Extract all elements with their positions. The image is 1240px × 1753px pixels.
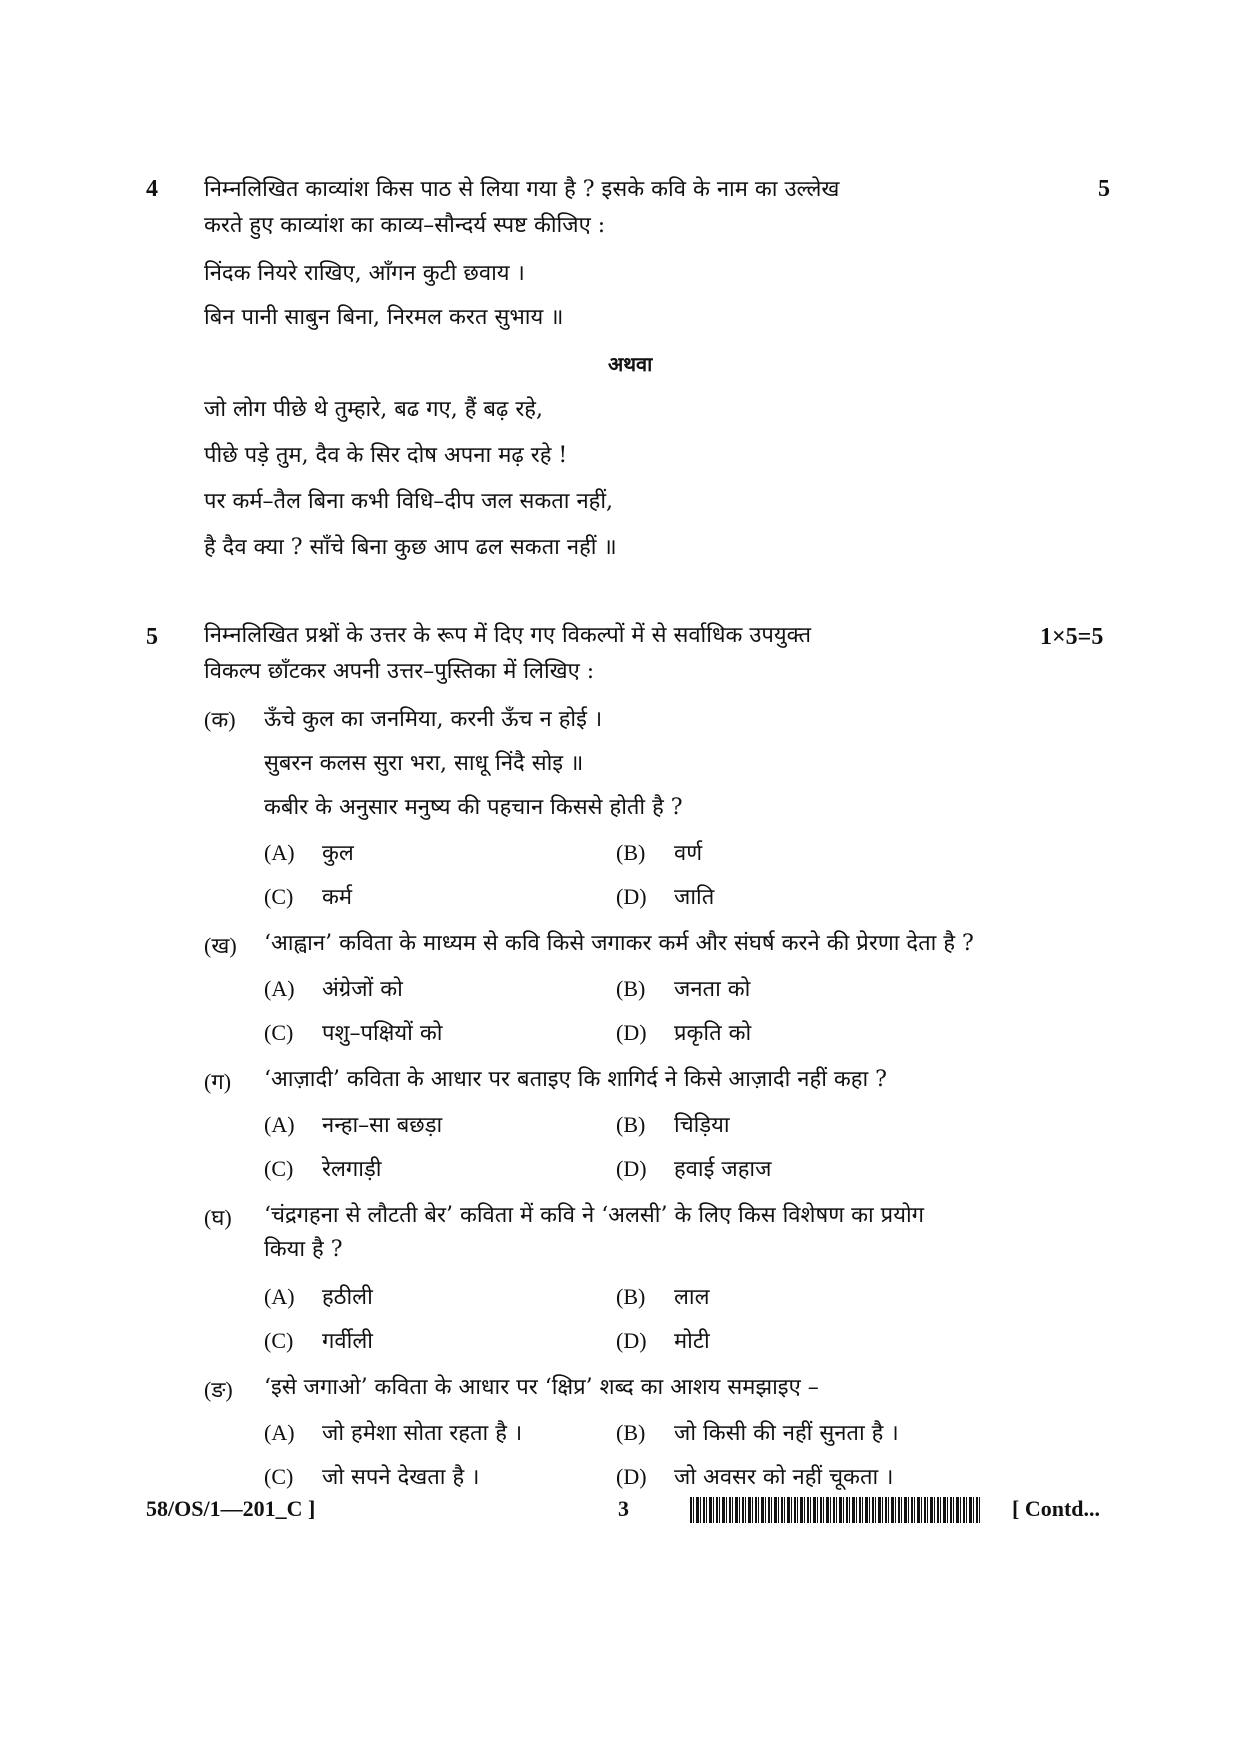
option-text: जो अवसर को नहीं चूकता । — [674, 1465, 894, 1490]
sub-question-line: ‘इसे जगाओ’ कविता के आधार पर ‘क्षिप्र’ शब्द का आशय समझाइए – — [264, 1375, 819, 1400]
option-text: जो हमेशा सोता रहता है । — [322, 1421, 523, 1446]
option-letter: (C) — [264, 1328, 294, 1353]
option-letter: (B) — [616, 840, 646, 865]
option-text: कुल — [322, 841, 354, 866]
option-text: जो सपने देखता है । — [322, 1465, 480, 1490]
option-letter: (B) — [616, 1284, 646, 1309]
sub-question-label: (ङ) — [204, 1377, 233, 1402]
option-letter: (D) — [616, 1020, 647, 1045]
option-text: पशु–पक्षियों को — [322, 1021, 443, 1046]
option-letter: (B) — [616, 976, 646, 1001]
option-letter: (A) — [264, 976, 295, 1001]
option-letter: (C) — [264, 1464, 294, 1489]
option-text: अंग्रेजों को — [322, 977, 403, 1002]
sub-question-line: ‘आह्वान’ कविता के माध्यम से कवि किसे जगाकर कर्म और संघर्ष करने की प्रेरणा देता है ? — [264, 931, 974, 956]
question-4-number: 4 — [146, 176, 158, 202]
option-letter: (A) — [264, 1420, 295, 1445]
option-letter: (C) — [264, 884, 294, 909]
sub-question-line: सुबरन कलस सुरा भरा, साधू निंदै सोइ ॥ — [264, 751, 584, 776]
sub-question-line: ऊँचे कुल का जनमिया, करनी ऊँच न होई । — [264, 707, 603, 732]
option-letter: (C) — [264, 1020, 294, 1045]
option-letter: (D) — [616, 1328, 647, 1353]
option-letter: (B) — [616, 1112, 646, 1137]
option-text: लाल — [674, 1285, 710, 1310]
verse-line: है दैव क्या ? साँचे बिना कुछ आप ढल सकता नहीं ॥ — [204, 535, 617, 560]
verse-line: जो लोग पीछे थे तुम्हारे, बढ गए, हैं बढ़ रहे, — [204, 397, 543, 422]
sub-question-label: (ख) — [204, 933, 237, 958]
sub-question-label: (ग) — [204, 1069, 232, 1094]
option-text: जो किसी की नहीं सुनता है । — [674, 1421, 899, 1446]
option-letter: (A) — [264, 1112, 295, 1137]
option-letter: (D) — [616, 1464, 647, 1489]
option-text: प्रकृति को — [674, 1021, 752, 1046]
question-5-marks: 1×5=5 — [1040, 624, 1104, 650]
question-4-prompt-line1: निम्नलिखित काव्यांश किस पाठ से लिया गया है ? इसके कवि के नाम का उल्लेख — [204, 177, 840, 202]
option-text: कर्म — [322, 885, 353, 910]
verse-line: निंदक नियरे राखिए, आँगन कुटी छवाय । — [204, 261, 525, 286]
sub-question-line: ‘चंद्रगहना से लौटती बेर’ कविता में कवि ने ‘अलसी’ के लिए किस विशेषण का प्रयोग — [264, 1203, 925, 1228]
option-text: हठीली — [322, 1285, 373, 1310]
sub-question-line: ‘आज़ादी’ कविता के आधार पर बताइए कि शागिर्द ने किसे आज़ादी नहीं कहा ? — [264, 1067, 887, 1092]
option-letter: (B) — [616, 1420, 646, 1445]
option-letter: (A) — [264, 840, 295, 865]
sub-question-label: (क) — [204, 707, 236, 732]
question-4-prompt-line2: करते हुए काव्यांश का काव्य–सौन्दर्य स्पष्ट कीजिए : — [204, 213, 606, 238]
option-text: जनता को — [674, 977, 751, 1002]
option-text: मोटी — [674, 1329, 710, 1354]
option-letter: (C) — [264, 1156, 294, 1181]
or-label: अथवा — [608, 352, 653, 376]
option-text: गर्वीली — [322, 1329, 373, 1354]
sub-question-line: किया है ? — [264, 1237, 343, 1262]
option-text: नन्हा–सा बछड़ा — [322, 1113, 443, 1138]
verse-line: बिन पानी साबुन बिना, निरमल करत सुभाय ॥ — [204, 305, 564, 330]
question-4-marks: 5 — [1098, 176, 1110, 202]
option-text: रेलगाड़ी — [322, 1157, 382, 1182]
verse-line: पर कर्म–तैल बिना कभी विधि–दीप जल सकता नहीं, — [204, 489, 614, 514]
question-5-number: 5 — [146, 624, 158, 650]
option-text: हवाई जहाज — [674, 1157, 772, 1182]
question-5-prompt-line1: निम्नलिखित प्रश्नों के उत्तर के रूप में दिए गए विकल्पों में से सर्वाधिक उपयुक्त — [204, 623, 812, 648]
option-text: चिड़िया — [674, 1113, 730, 1138]
option-text: वर्ण — [674, 841, 703, 866]
paper-code: 58/OS/1—201_C ] — [146, 1496, 316, 1521]
option-text: जाति — [674, 885, 715, 910]
sub-question-label: (घ) — [204, 1205, 232, 1230]
question-5-prompt-line2: विकल्प छाँटकर अपनी उत्तर–पुस्तिका में लिखिए : — [204, 659, 595, 684]
option-letter: (A) — [264, 1284, 295, 1309]
sub-question-line: कबीर के अनुसार मनुष्य की पहचान किससे होती है ? — [264, 795, 683, 820]
option-letter: (D) — [616, 884, 647, 909]
page-number: 3 — [618, 1496, 629, 1521]
option-letter: (D) — [616, 1156, 647, 1181]
contd-label: [ Contd... — [1012, 1496, 1101, 1521]
verse-line: पीछे पड़े तुम, दैव के सिर दोष अपना मढ़ रहे ! — [204, 443, 568, 468]
barcode-icon — [690, 1497, 980, 1523]
